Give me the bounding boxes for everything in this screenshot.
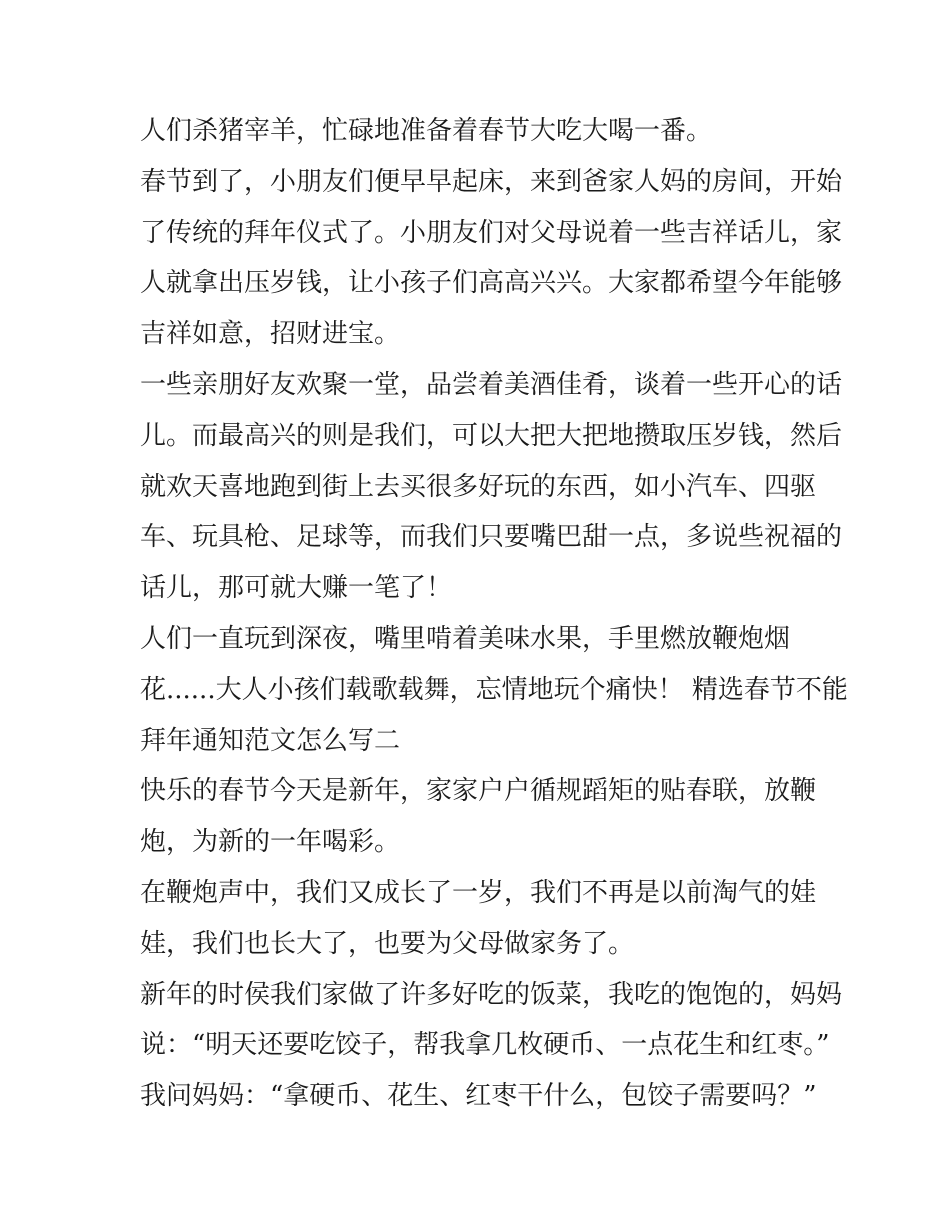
text-line: 娃，我们也长大了，也要为父母做家务了。 <box>140 928 635 959</box>
text-line: 新年的时侯我们家做了许多好吃的饭菜，我吃的饱饱的，妈妈 <box>140 979 843 1010</box>
text-line: 车、玩具枪、足球等，而我们只要嘴巴甜一点，多说些祝福的 <box>140 522 843 553</box>
text-line: 人们一直玩到深夜，嘴里啃着美味水果，手里燃放鞭炮烟 <box>140 623 791 654</box>
text-line: 花......大人小孩们载歌载舞，忘情地玩个痛快！ 精选春节不能 <box>140 674 848 705</box>
text-line: 儿。而最高兴的则是我们，可以大把大把地攒取压岁钱，然后 <box>140 420 843 451</box>
text-line: 吉祥如意，招财进宝。 <box>140 319 401 350</box>
section-heading: 拜年通知范文怎么写二 <box>140 725 401 756</box>
text-line: 人们杀猪宰羊，忙碌地准备着春节大吃大喝一番。 <box>140 116 713 146</box>
text-line: 话儿，那可就大赚一笔了！ <box>140 573 453 604</box>
text-line: 炮，为新的一年喝彩。 <box>140 827 401 858</box>
text-line: 了传统的拜年仪式了。小朋友们对父母说着一些吉祥话儿，家 <box>140 217 843 248</box>
text-line: 人就拿出压岁钱，让小孩子们高高兴兴。大家都希望今年能够 <box>140 268 843 299</box>
text-line: 快乐的春节今天是新年，家家户户循规蹈矩的贴春联，放鞭 <box>140 776 817 807</box>
text-line: 在鞭炮声中，我们又成长了一岁，我们不再是以前淘气的娃 <box>140 877 817 908</box>
text-line: 一些亲朋好友欢聚一堂，品尝着美酒佳肴，谈着一些开心的话 <box>140 369 843 400</box>
body-text <box>140 106 848 1122</box>
text-line: 说：“明天还要吃饺子，帮我拿几枚硬币、一点花生和红枣。” <box>140 1030 830 1061</box>
text-line: 我问妈妈：“拿硬币、花生、红枣干什么，包饺子需要吗？” <box>140 1081 817 1112</box>
text-line: 春节到了，小朋友们便早早起床，来到爸家人妈的房间，开始 <box>140 166 843 197</box>
text-line: 就欢天喜地跑到街上去买很多好玩的东西，如小汽车、四驱 <box>140 471 817 502</box>
